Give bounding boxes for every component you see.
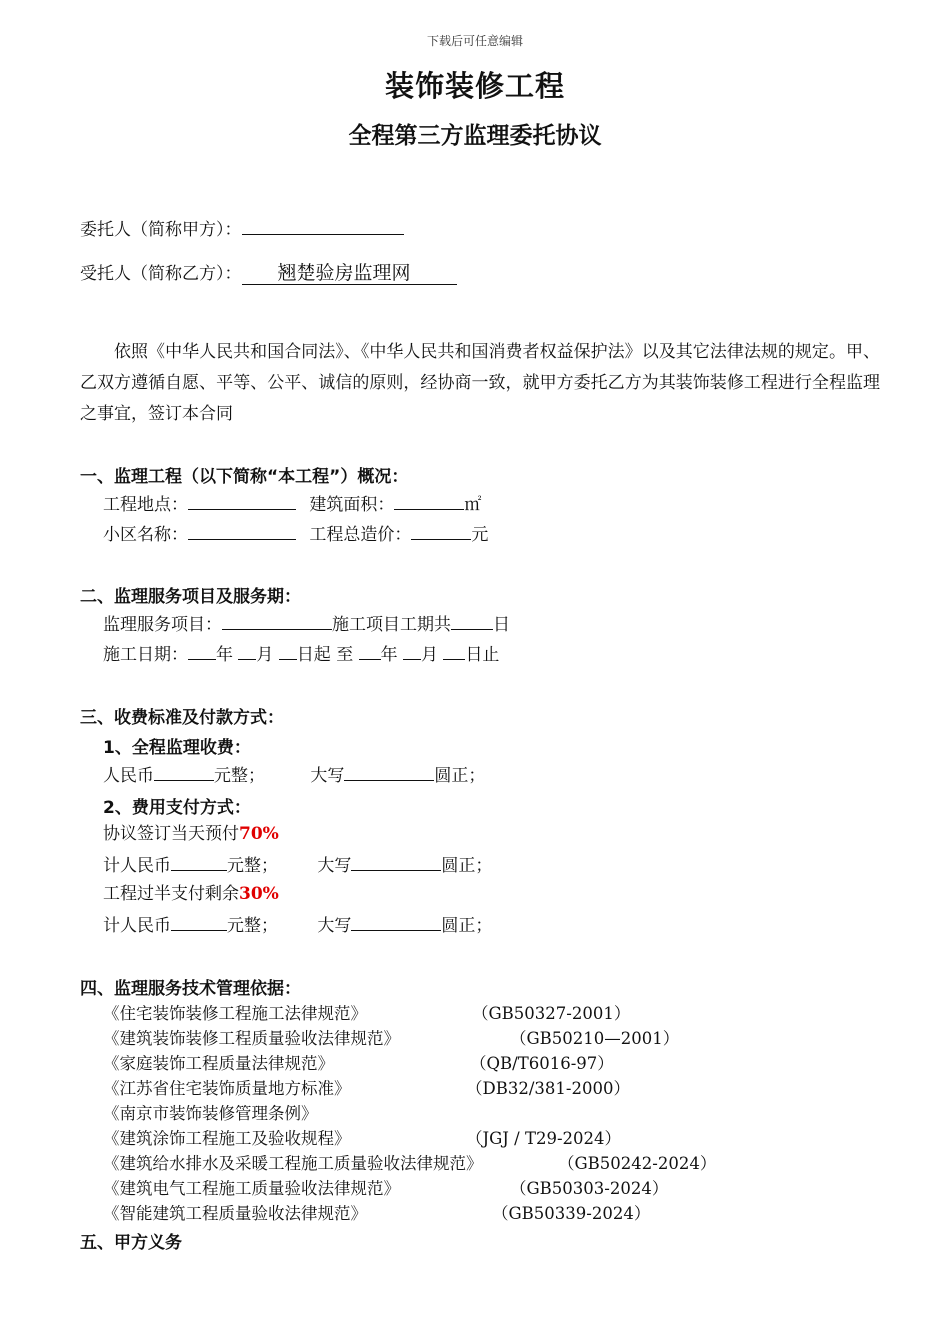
standard-code: （GB50242-2024） [558,1154,717,1173]
advance-yuanzheng-label: 圆正； [441,856,493,876]
client-label: 委托人（简称甲方）： [80,220,242,240]
document-title: 装饰装修工程 [384,69,565,103]
remain-amount-row [103,913,492,937]
service-label: 监理服务项目： [103,615,222,635]
fee-daxie-label: 大写 [310,766,345,786]
standard-code: （GB50339-2024） [492,1204,651,1223]
end-month-unit: 月 [421,645,439,665]
cost-blank [411,522,471,540]
fee-daxie-blank [344,763,434,781]
period-label: 施工项目工期共 [332,615,451,635]
remain-percent: 30% [239,884,279,904]
advance-daxie-blank [351,853,441,871]
standard-name: 《住宅装饰装修工程施工法律规范》 [103,1004,367,1023]
header-note: 下载后可任意编辑 [426,34,523,48]
fee-rmb-label: 人民币 [103,766,154,786]
standard-code: （DB32/381-2000） [466,1079,630,1098]
fee-yuanzheng-label: 圆正； [434,766,486,786]
location-label: 工程地点： [103,495,188,515]
start-month-unit: 月 [256,645,274,665]
agent-value: 翘楚验房监理网 [242,262,457,285]
standard-name: 《建筑电气工程施工质量验收法律规范》 [103,1179,400,1198]
area-blank [394,492,464,510]
intro-paragraph: 依照《中华人民共和国合同法》、《中华人民共和国消费者权益保护法》以及其它法律法规的规定。甲、乙双方遵循自愿、平等、公平、诚信的原则，经协商一致，就甲方委托乙方为其装饰装修工程进行全程监理之事宜，签订本合同 [80,342,880,424]
community-blank [188,522,296,540]
standard-name: 《建筑给水排水及采暖工程施工质量验收法律规范》 [103,1154,483,1173]
period-unit: 日 [493,615,510,635]
advance-yuan-label: 元整； [227,856,278,876]
service-blank [222,612,332,630]
cost-label: 工程总造价： [309,525,412,545]
section4-heading: 四、监理服务技术管理依据： [80,979,301,999]
advance-rmb-label: 计人民币 [103,856,171,876]
end-month-blank [403,642,421,660]
period-blank [451,612,493,630]
end-day-unit: 日止 [465,645,500,665]
section3-sub2: 2、费用支付方式： [103,798,251,818]
start-year-unit: 年 [216,645,233,665]
start-day-blank [279,642,297,660]
standard-code: （GB50303-2024） [510,1179,669,1198]
advance-amount-blank [171,853,227,871]
end-year-unit: 年 [380,645,398,665]
remain-daxie-label: 大写 [317,916,352,936]
location-blank [188,492,296,510]
fee-row [103,763,485,787]
section3-sub1: 1、全程监理收费： [103,738,251,758]
standard-code: （GB50210—2001） [510,1029,680,1048]
start-month-blank [238,642,256,660]
section1-row2 [103,522,488,546]
agent-label: 受托人（简称乙方）： [80,264,242,284]
area-label: 建筑面积： [309,495,395,515]
section2-row1 [103,612,510,636]
advance-daxie-label: 大写 [317,856,352,876]
client-line [80,217,404,241]
advance-percent: 70% [239,824,279,844]
area-unit: ㎡ [464,495,482,515]
client-blank [242,217,404,235]
fee-amount-blank [154,763,214,781]
document-subtitle: 全程第三方监理委托协议 [348,123,602,149]
remain-row [103,883,279,905]
remain-yuan-label: 元整； [227,916,278,936]
advance-text: 协议签订当天预付 [103,824,239,844]
section1-row1 [103,492,481,516]
fee-yuan-label: 元整； [214,766,265,786]
advance-row [103,823,279,845]
remain-daxie-blank [351,913,441,931]
standard-name: 《智能建筑工程质量验收法律规范》 [103,1204,367,1223]
section1-heading: 一、监理工程（以下简称“本工程”）概况： [80,467,409,487]
date-label: 施工日期： [103,645,188,665]
section5-heading: 五、甲方义务 [80,1233,182,1253]
cost-unit: 元 [471,525,489,545]
agent-line [80,262,457,285]
start-year-blank [188,642,216,660]
standard-code: （GB50327-2001） [472,1004,631,1023]
end-day-blank [443,642,465,660]
start-day-unit: 日起 至 [296,645,354,665]
standard-code: （QB/T6016-97） [470,1054,614,1073]
remain-text: 工程过半支付剩余 [103,884,239,904]
remain-amount-blank [171,913,227,931]
end-year-blank [359,642,381,660]
remain-yuanzheng-label: 圆正； [441,916,493,936]
section2-heading: 二、监理服务项目及服务期： [80,587,301,607]
standard-code: （JGJ / T29-2024） [466,1129,622,1148]
standard-name: 《家庭装饰工程质量法律规范》 [103,1054,334,1073]
standard-name: 《南京市装饰装修管理条例》 [103,1104,318,1123]
standard-name: 《建筑装饰装修工程质量验收法律规范》 [103,1029,400,1048]
community-label: 小区名称： [103,525,188,545]
standard-name: 《建筑涂饰工程施工及验收规程》 [103,1129,351,1148]
section3-heading: 三、收费标准及付款方式： [80,708,284,728]
section2-row2 [103,642,499,666]
standard-name: 《江苏省住宅装饰质量地方标准》 [103,1079,351,1098]
remain-rmb-label: 计人民币 [103,916,171,936]
advance-amount-row [103,853,492,877]
